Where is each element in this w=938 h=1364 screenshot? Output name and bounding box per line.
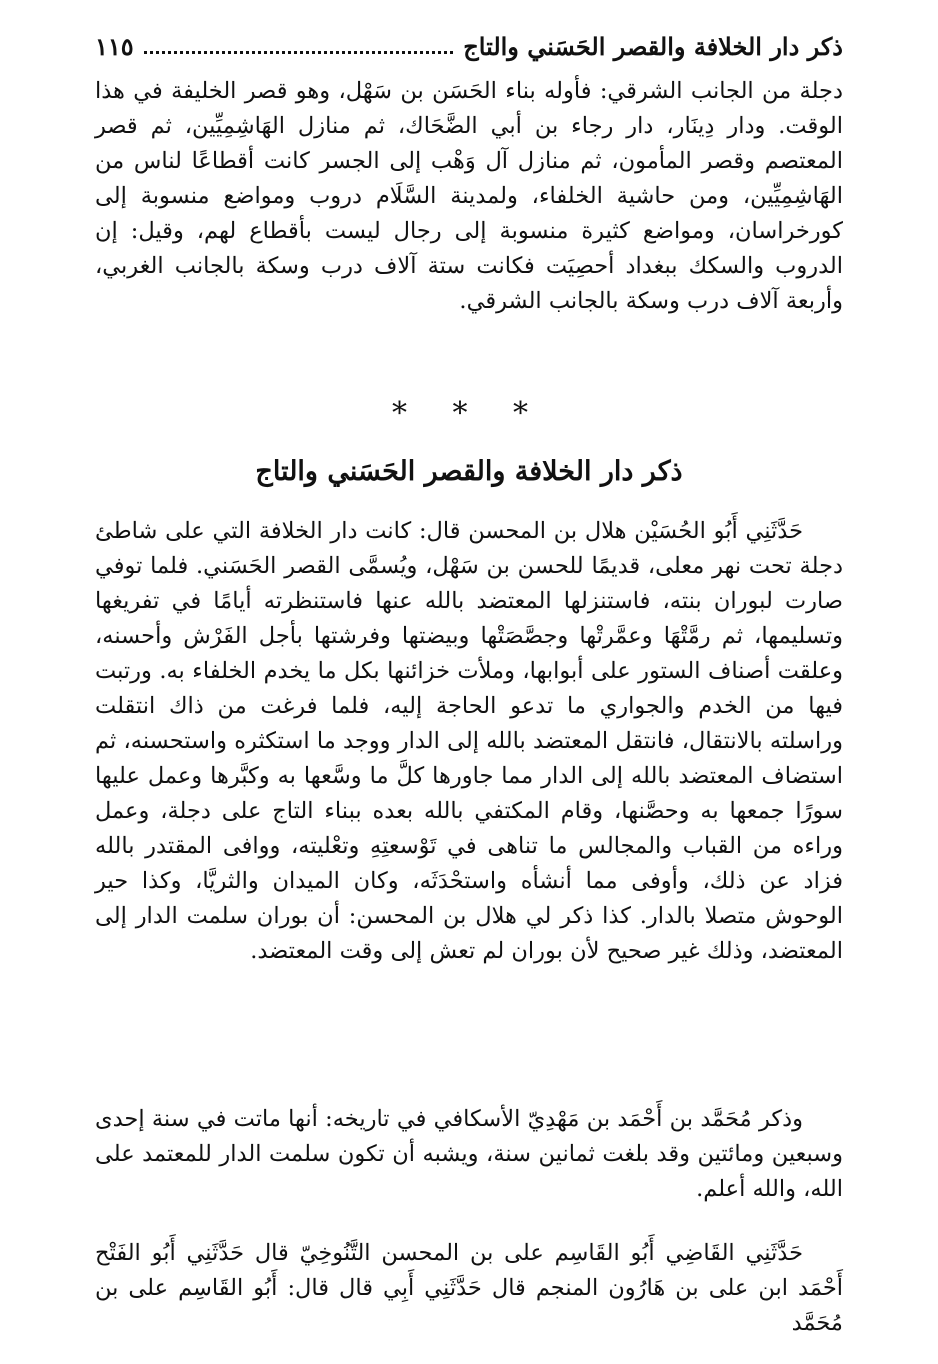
paragraph: حَدَّثَنِي أَبُو الحُسَيْن هلال بن المحسن قال: كانت دار الخلافة التي على شاطئ دجلة تحت نهر معلى، قديمًا للحسن بن سَهْل، ويُسمَّى القصر الحَسَني. فلما توفي صارت لبوران بنته، فاستنزلها المعتضد بالله عنها فاستنظرته أيامًا في تفريغها وتسليمها، ثم رمَّتْهَا وعمَّرتْها وجصَّصَتْها وبيضتها وفرشتها بأجل الفَرْش وأحسنه، وعلقت أصناف الستور على أبوابها، وملأت خزائنها بكل ما يخدم الخلفاء به. ورتبت فيها من الخدم والجواري ما تدعو الحاجة إليه، فلما فرغت من ذاك انتقلت وراسلته بالانتقال، فانتقل المعتضد بالله إلى الدار ووجد ما استكثره واستحسنه، ثم استضاف المعتضد بالله إلى الدار مما جاورها كلَّ ما وسَّعها به وكبَّرها وعمل عليها سورًا جمعها به وحصَّنها، وقام المكتفي بالله بعده ببناء التاج على دجلة، وعمل وراءه من القباب والمجالس ما تناهى في تَوْسعتِهِ وتعْليته، ووافى المقتدر بالله فزاد عن ذلك، وأوفى مما أنشأه واستحْدَثَه، وكان الميدان والثريَّا، وكذا حير الوحوش متصلا بالدار. كذا ذكر لي هلال بن المحسن: أن بوران سلمت الدار إلى المعتضد، وذلك غير صحيح لأن بوران لم تعش إلى وقت المعتضد.	[95, 518, 843, 964]
paragraph: وذكر مُحَمَّد بن أَحْمَد بن مَهْدِيّ الأسكافي في تاريخه: أنها ماتت في سنة إحدى وسبعين ومائتين وقد بلغت ثمانين سنة، ويشبه أن تكون سلمت الدار للمعتمد على الله، والله أعلم.	[95, 1106, 843, 1202]
dot-leader	[144, 51, 454, 54]
section-title: ذكر دار الخلافة والقصر الحَسَني والتاج	[255, 456, 683, 487]
page-number: ١١٥	[95, 31, 134, 61]
section-separator: * * *	[391, 396, 547, 431]
paragraph: حَدَّثَنِي القَاضِي أَبُو القَاسِم على بن المحسن التَّنُوخِيّ قال حَدَّثَنِي أَبُو الفَتْح أَحْمَد ابن على بن هَارُون المنجم قال حَدَّثَنِي أَبِي قال قال: أَبُو القَاسِم على بن مُحَمَّد	[95, 1240, 843, 1336]
continuation-paragraph: دجلة من الجانب الشرقي: فأوله بناء الحَسَن بن سَهْل، وهو قصر الخليفة في هذا الوقت. ودار دِينَار، دار رجاء بن أبي الضَّحَاك، ثم منازل الهَاشِمِيِّين، ثم قصر المعتصم وقصر المأمون، ثم منازل آل وَهْب إلى الجسر كانت أقطاعًا لناس من الهَاشِمِيِّين، ومن حاشية الخلفاء، ولمدينة السَّلَام دروب ومواضع منسوبة إلى كورخراسان، ومواضع كثيرة منسوبة إلى رجال ليست بأقطاع لهم، وقيل: إن الدروب والسكك ببغداد أحصِيَت فكانت ستة آلاف درب وسكة بالجانب الغربي، وأربعة آلاف درب وسكة بالجانب الشرقي.	[95, 78, 843, 314]
running-header	[95, 24, 843, 68]
running-title: ذكر دار الخلافة والقصر الحَسَني والتاج	[463, 31, 843, 61]
